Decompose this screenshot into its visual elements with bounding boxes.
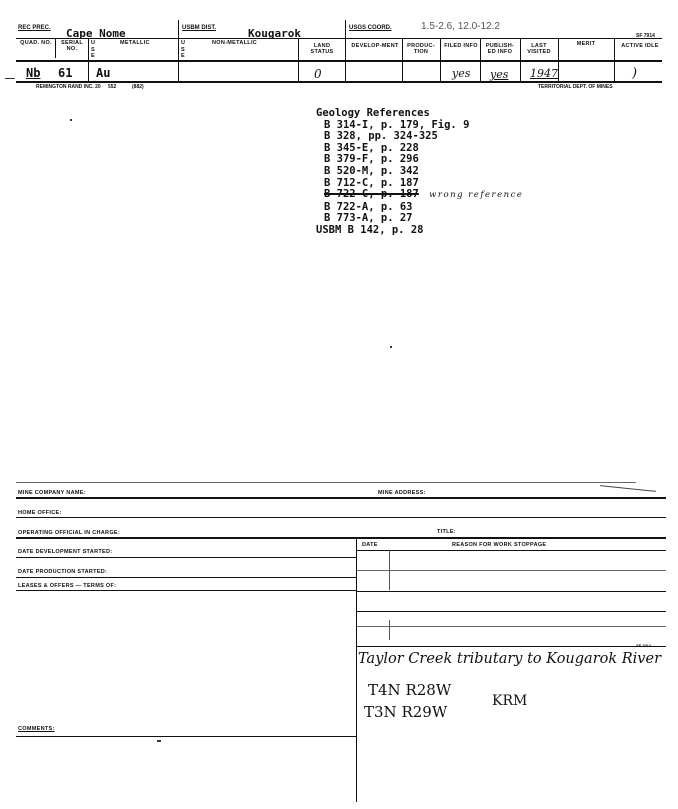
mine-company-name-label: MINE COMPANY NAME: bbox=[18, 490, 86, 496]
reference-item: B 314-I, p. 179, Fig. 9 bbox=[324, 118, 470, 131]
rec-prec-value: Cape Nome bbox=[66, 27, 126, 40]
reason-for-work-stoppage-label: REASON FOR WORK STOPPAGE bbox=[452, 542, 547, 548]
geology-references bbox=[316, 108, 523, 237]
col-quad-no: QUAD. NO. bbox=[20, 40, 52, 46]
reference-item: B 773-A, p. 27 bbox=[324, 212, 413, 225]
stray-mark bbox=[157, 740, 161, 742]
reference-item: USBM B 142, p. 28 bbox=[316, 223, 424, 236]
date-label: DATE bbox=[362, 542, 378, 548]
col-metallic: METALLIC bbox=[120, 40, 150, 46]
col-use: U S E bbox=[91, 40, 96, 59]
date-production-started-label: DATE PRODUCTION STARTED: bbox=[18, 569, 108, 575]
reference-list bbox=[316, 120, 523, 225]
struck-note: wrong reference bbox=[429, 190, 524, 201]
usbm-dist-value: Kougarok bbox=[248, 27, 301, 40]
value-land-status: 0 bbox=[314, 67, 322, 81]
title-label: TITLE: bbox=[437, 529, 456, 535]
leases-offers-label: LEASES & OFFERS — TERMS OF: bbox=[18, 583, 117, 589]
col-merit: MERIT bbox=[576, 41, 596, 47]
location-note: Taylor Creek tributary to Kougarok River bbox=[358, 651, 662, 667]
col-non-metallic: NON-METALLIC bbox=[212, 40, 258, 46]
value-metallic: Au bbox=[96, 66, 111, 80]
footer-right: TERRITORIAL DEPT. OF MINES bbox=[538, 84, 613, 90]
value-filed-info: yes bbox=[452, 67, 471, 80]
col-land-status: LAND STATUS bbox=[310, 43, 334, 55]
mine-address-label: MINE ADDRESS: bbox=[378, 490, 426, 496]
form-code: SF 7914 bbox=[636, 33, 655, 39]
meridian-note: KRM bbox=[492, 693, 528, 709]
reference-item: B 328, pp. 324-325 bbox=[324, 130, 438, 143]
value-quad-no: Nb bbox=[26, 66, 41, 80]
stray-mark bbox=[70, 119, 72, 121]
home-office-label: HOME OFFICE: bbox=[18, 510, 62, 516]
col-serial-no: SERIAL NO. bbox=[61, 40, 83, 52]
reference-item: B 712-C, p. 187 bbox=[324, 176, 419, 189]
date-development-started-label: DATE DEVELOPMENT STARTED: bbox=[18, 549, 113, 555]
reference-item: B 379-F, p. 296 bbox=[324, 153, 419, 166]
value-published-info: yes bbox=[490, 68, 509, 81]
usbm-dist-label: USBM DIST. bbox=[182, 25, 217, 31]
col-production: PRODUC-TION bbox=[407, 43, 435, 55]
usgs-coord-label: USGS COORD. bbox=[349, 25, 392, 31]
geology-heading: Geology References bbox=[316, 107, 430, 119]
reference-item: B 722-A, p. 63 bbox=[324, 200, 413, 213]
footer-left: REMINGTON RAND INC. 20 bbox=[36, 84, 101, 90]
operating-official-label: OPERATING OFFICIAL IN CHARGE: bbox=[18, 530, 120, 536]
value-active-idle: ) bbox=[632, 66, 638, 81]
struck-reference: B 722-C, p. 187 bbox=[324, 188, 419, 201]
township-2: T3N R29W bbox=[364, 703, 448, 721]
value-last-visited: 1947 bbox=[530, 67, 558, 80]
col-last-visited: LAST VISITED bbox=[527, 43, 551, 55]
col-development: DEVELOP-MENT bbox=[351, 43, 399, 49]
col-published-info: PUBLISH-ED INFO bbox=[485, 43, 515, 55]
value-serial-no: 61 bbox=[58, 66, 73, 80]
footer-code-2: (882) bbox=[132, 84, 144, 90]
col-filed-info: FILED INFO bbox=[444, 43, 478, 49]
reference-item: B 345-E, p. 228 bbox=[324, 141, 419, 154]
stray-mark bbox=[390, 346, 392, 348]
rec-prec-label: REC PREC. bbox=[18, 25, 51, 31]
struck-reference-line bbox=[324, 189, 523, 202]
comments-label: COMMENTS: bbox=[18, 726, 55, 732]
col-use-2: U S E bbox=[181, 40, 186, 59]
col-active-idle: ACTIVE IDLE bbox=[621, 43, 659, 49]
usgs-coord-value: 1.5-2.6, 12.0-12.2 bbox=[421, 21, 500, 32]
township-1: T4N R28W bbox=[368, 681, 452, 699]
stray-mark bbox=[5, 78, 15, 79]
reference-item: B 520-M, p. 342 bbox=[324, 164, 419, 177]
footer-code-1: 552 bbox=[108, 84, 117, 90]
form-code-2: SF 7914 bbox=[636, 643, 652, 648]
